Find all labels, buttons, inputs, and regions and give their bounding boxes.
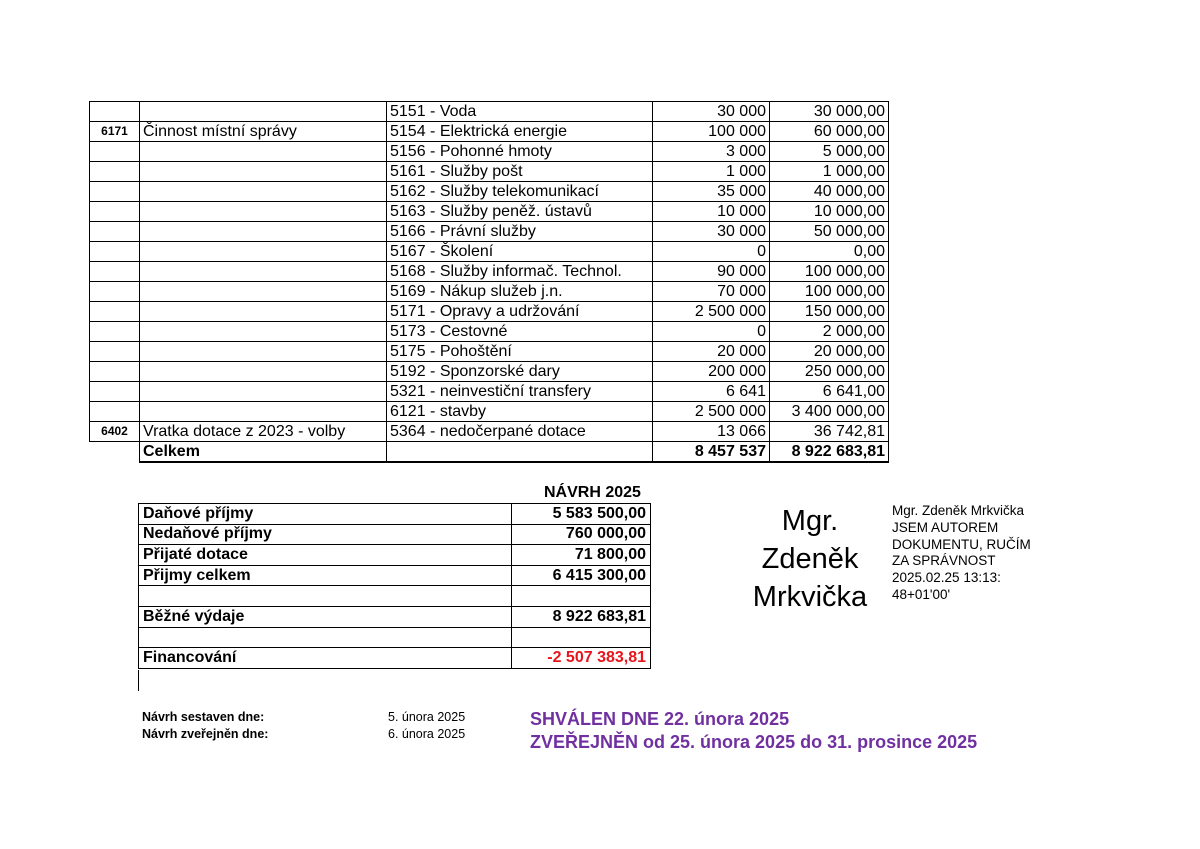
total-item-cell <box>387 442 653 463</box>
section-name: Vratka dotace z 2023 - volby <box>140 422 387 442</box>
paragraph-code: 6171 <box>90 122 140 142</box>
paragraph-code: 6402 <box>90 422 140 442</box>
paragraph-code <box>90 162 140 182</box>
paragraph-code <box>90 182 140 202</box>
value-2: 2 000,00 <box>770 322 889 342</box>
paragraph-code <box>90 142 140 162</box>
summary-value <box>512 627 651 648</box>
total-label: Celkem <box>140 442 387 463</box>
value-1: 10 000 <box>653 202 770 222</box>
value-2: 100 000,00 <box>770 282 889 302</box>
budget-row <box>90 202 889 222</box>
published-label: Návrh zveřejněn dne: <box>142 727 269 741</box>
value-2: 10 000,00 <box>770 202 889 222</box>
budget-row <box>90 142 889 162</box>
item-label: 5154 - Elektrická energie <box>387 122 653 142</box>
paragraph-code <box>90 302 140 322</box>
signature-name-line: Mrkvička <box>752 581 868 613</box>
value-2: 150 000,00 <box>770 302 889 322</box>
summary-label <box>139 627 512 648</box>
section-name <box>140 342 387 362</box>
signature-name-line: Mgr. <box>781 505 839 537</box>
summary-row <box>139 627 651 648</box>
summary-value: 8 922 683,81 <box>512 606 651 627</box>
value-1: 200 000 <box>653 362 770 382</box>
summary-label <box>139 586 512 607</box>
summary-row <box>139 648 651 669</box>
signature-detail-line: DOKUMENTU, RUČÍM <box>892 536 1031 552</box>
value-1: 30 000 <box>653 102 770 122</box>
approval-date: SHVÁLEN DNE 22. února 2025 <box>530 709 790 729</box>
summary-table <box>138 503 651 669</box>
signature-detail-line: Mgr. Zdeněk Mrkvička <box>892 503 1025 518</box>
budget-row <box>90 242 889 262</box>
signature-detail-line: 2025.02.25 13:13: <box>892 570 1001 586</box>
item-label: 5166 - Právní služby <box>387 222 653 242</box>
budget-row <box>90 262 889 282</box>
value-1: 2 500 000 <box>653 302 770 322</box>
summary-label: Daňové příjmy <box>139 504 512 525</box>
value-2: 100 000,00 <box>770 262 889 282</box>
budget-row <box>90 342 889 362</box>
value-2: 60 000,00 <box>770 122 889 142</box>
value-1: 100 000 <box>653 122 770 142</box>
paragraph-code <box>90 402 140 422</box>
draft-date: 5. února 2025 <box>388 710 466 724</box>
value-2: 6 641,00 <box>770 382 889 402</box>
total-par-cell <box>90 442 140 463</box>
item-label: 5163 - Služby peněž. ústavů <box>387 202 653 222</box>
budget-row <box>90 402 889 422</box>
section-name <box>140 262 387 282</box>
value-1: 3 000 <box>653 142 770 162</box>
item-label: 5364 - nedočerpané dotace <box>387 422 653 442</box>
summary-value: 760 000,00 <box>512 524 651 545</box>
paragraph-code <box>90 202 140 222</box>
paragraph-code <box>90 382 140 402</box>
budget-row <box>90 122 889 142</box>
section-name <box>140 142 387 162</box>
section-name <box>140 102 387 122</box>
summary-divider <box>138 670 139 691</box>
paragraph-code <box>90 342 140 362</box>
paragraph-code <box>90 362 140 382</box>
budget-row <box>90 322 889 342</box>
budget-row <box>90 422 889 442</box>
signature-details <box>892 503 1031 604</box>
summary-label: Financování <box>139 648 512 669</box>
draft-label: Návrh sestaven dne: <box>142 710 265 724</box>
value-1: 0 <box>653 242 770 262</box>
summary-label: Přijaté dotace <box>139 545 512 566</box>
section-name <box>140 202 387 222</box>
signature-detail-line: JSEM AUTOREM <box>892 519 999 535</box>
budget-row <box>90 222 889 242</box>
summary-row <box>139 545 651 566</box>
item-label: 5169 - Nákup služeb j.n. <box>387 282 653 302</box>
value-1: 2 500 000 <box>653 402 770 422</box>
section-name <box>140 222 387 242</box>
total-value-2: 8 922 683,81 <box>770 442 889 463</box>
budget-row <box>90 162 889 182</box>
paragraph-code <box>90 222 140 242</box>
signature-name <box>745 502 875 616</box>
summary-value <box>512 586 651 607</box>
paragraph-code <box>90 102 140 122</box>
paragraph-code <box>90 322 140 342</box>
posting-period: ZVEŘEJNĚN od 25. února 2025 do 31. prosince 2025 <box>530 732 978 752</box>
budget-row <box>90 182 889 202</box>
value-2: 50 000,00 <box>770 222 889 242</box>
section-name <box>140 282 387 302</box>
value-2: 3 400 000,00 <box>770 402 889 422</box>
summary-value: 6 415 300,00 <box>512 565 651 586</box>
value-1: 13 066 <box>653 422 770 442</box>
section-name <box>140 382 387 402</box>
value-2: 250 000,00 <box>770 362 889 382</box>
budget-table <box>89 101 889 463</box>
summary-value: 5 583 500,00 <box>512 504 651 525</box>
budget-row <box>90 362 889 382</box>
budget-row <box>90 302 889 322</box>
published-date: 6. února 2025 <box>388 727 466 741</box>
value-1: 20 000 <box>653 342 770 362</box>
value-2: 0,00 <box>770 242 889 262</box>
budget-row <box>90 282 889 302</box>
value-1: 30 000 <box>653 222 770 242</box>
summary-row <box>139 586 651 607</box>
value-1: 1 000 <box>653 162 770 182</box>
signature-name-line: Zdeněk <box>761 543 859 575</box>
summary-label: Nedaňové příjmy <box>139 524 512 545</box>
item-label: 5161 - Služby pošt <box>387 162 653 182</box>
summary-header: NÁVRH 2025 <box>544 484 641 501</box>
section-name <box>140 362 387 382</box>
value-2: 30 000,00 <box>770 102 889 122</box>
summary-row <box>139 504 651 525</box>
value-1: 6 641 <box>653 382 770 402</box>
item-label: 5162 - Služby telekomunikací <box>387 182 653 202</box>
summary-row <box>139 606 651 627</box>
total-value-1: 8 457 537 <box>653 442 770 463</box>
section-name <box>140 302 387 322</box>
value-2: 5 000,00 <box>770 142 889 162</box>
summary-value: 71 800,00 <box>512 545 651 566</box>
value-2: 40 000,00 <box>770 182 889 202</box>
paragraph-code <box>90 242 140 262</box>
section-name: Činnost místní správy <box>140 122 387 142</box>
value-2: 1 000,00 <box>770 162 889 182</box>
item-label: 5156 - Pohonné hmoty <box>387 142 653 162</box>
item-label: 5171 - Opravy a udržování <box>387 302 653 322</box>
value-2: 36 742,81 <box>770 422 889 442</box>
item-label: 5173 - Cestovné <box>387 322 653 342</box>
summary-value: -2 507 383,81 <box>512 648 651 669</box>
item-label: 5168 - Služby informač. Technol. <box>387 262 653 282</box>
paragraph-code <box>90 262 140 282</box>
section-name <box>140 322 387 342</box>
budget-row <box>90 382 889 402</box>
value-2: 20 000,00 <box>770 342 889 362</box>
value-1: 70 000 <box>653 282 770 302</box>
value-1: 90 000 <box>653 262 770 282</box>
section-name <box>140 242 387 262</box>
paragraph-code <box>90 282 140 302</box>
value-1: 0 <box>653 322 770 342</box>
signature-detail-line: 48+01'00' <box>892 586 951 602</box>
item-label: 5167 - Školení <box>387 242 653 262</box>
value-1: 35 000 <box>653 182 770 202</box>
item-label: 5175 - Pohoštění <box>387 342 653 362</box>
summary-label: Přijmy celkem <box>139 565 512 586</box>
summary-row <box>139 565 651 586</box>
section-name <box>140 402 387 422</box>
signature-detail-line: ZA SPRÁVNOST <box>892 553 996 569</box>
item-label: 5321 - neinvestiční transfery <box>387 382 653 402</box>
budget-total-row <box>90 442 889 463</box>
section-name <box>140 162 387 182</box>
budget-row <box>90 102 889 122</box>
item-label: 5192 - Sponzorské dary <box>387 362 653 382</box>
section-name <box>140 182 387 202</box>
summary-label: Běžné výdaje <box>139 606 512 627</box>
item-label: 5151 - Voda <box>387 102 653 122</box>
summary-row <box>139 524 651 545</box>
item-label: 6121 - stavby <box>387 402 653 422</box>
